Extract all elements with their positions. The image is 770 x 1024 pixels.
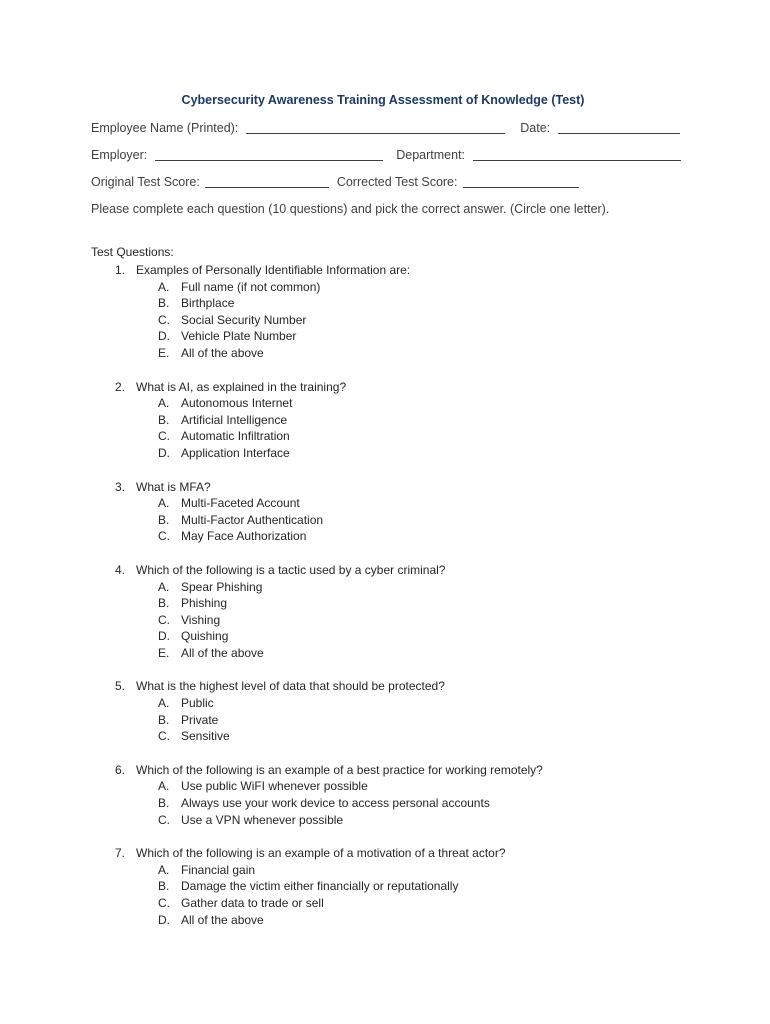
document-title: Cybersecurity Awareness Training Assessment of Knowledge (Test) xyxy=(181,93,585,107)
answer-option[interactable] xyxy=(0,778,770,795)
option-text: Automatic Infiltration xyxy=(181,429,290,444)
option-letter: D. xyxy=(158,445,170,460)
scores-row xyxy=(91,175,579,189)
question-text: Which of the following is a tactic used by a cyber criminal? xyxy=(136,562,446,577)
option-text: Application Interface xyxy=(181,445,290,460)
answer-option[interactable] xyxy=(0,312,770,329)
answer-option[interactable] xyxy=(0,612,770,629)
employer-blank[interactable] xyxy=(155,148,383,161)
option-text: Damage the victim either financially or reputationally xyxy=(181,879,459,894)
answer-option[interactable] xyxy=(0,895,770,912)
option-text: Multi-Factor Authentication xyxy=(181,512,324,527)
answer-option[interactable] xyxy=(0,862,770,879)
option-text: Financial gain xyxy=(181,862,256,877)
option-letter: E. xyxy=(158,345,170,360)
option-text: Gather data to trade or sell xyxy=(181,896,324,910)
department-label: Department: xyxy=(396,148,466,162)
option-letter: A. xyxy=(158,496,170,511)
question-text: Which of the following is an example of a motivation of a threat actor? xyxy=(136,846,506,861)
option-letter: D. xyxy=(158,912,170,927)
option-letter: C. xyxy=(158,312,170,327)
option-text: Social Security Number xyxy=(181,312,307,327)
question-text: Which of the following is an example of a best practice for working remotely? xyxy=(136,762,543,777)
question-item xyxy=(0,678,770,744)
answer-option[interactable] xyxy=(0,912,770,929)
option-text: All of the above xyxy=(181,912,264,927)
answer-option[interactable] xyxy=(0,328,770,345)
question-number: 3. xyxy=(114,479,125,494)
option-text: Birthplace xyxy=(181,296,235,311)
question-number: 1. xyxy=(114,263,125,277)
question-line xyxy=(0,479,770,496)
question-number: 7. xyxy=(114,846,125,861)
answer-option[interactable] xyxy=(0,695,770,712)
employer-department-row xyxy=(91,148,681,162)
question-line xyxy=(0,678,770,695)
option-letter: B. xyxy=(158,412,170,427)
option-text: Vehicle Plate Number xyxy=(181,329,297,344)
employee-name-label: Employee Name (Printed): xyxy=(91,121,239,135)
answer-option[interactable] xyxy=(0,878,770,895)
question-item xyxy=(0,479,770,545)
answer-option[interactable] xyxy=(0,812,770,829)
option-letter: B. xyxy=(158,796,170,811)
answer-option[interactable] xyxy=(0,495,770,512)
option-text: Full name (if not common) xyxy=(181,279,321,294)
option-text: Sensitive xyxy=(181,729,230,744)
question-item xyxy=(0,262,770,362)
question-line xyxy=(0,562,770,579)
question-number: 2. xyxy=(114,379,125,394)
answer-option[interactable] xyxy=(0,512,770,529)
question-text: Examples of Personally Identifiable Information are: xyxy=(136,263,411,277)
option-letter: D. xyxy=(158,629,170,644)
questions-heading: Test Questions: xyxy=(91,245,174,259)
question-text: What is the highest level of data that should be protected? xyxy=(136,679,445,694)
option-letter: B. xyxy=(158,879,170,894)
answer-option[interactable] xyxy=(0,645,770,662)
question-item xyxy=(0,845,770,928)
option-letter: C. xyxy=(158,812,170,827)
answer-option[interactable] xyxy=(0,295,770,312)
answer-option[interactable] xyxy=(0,428,770,445)
question-text: What is AI, as explained in the training? xyxy=(136,379,347,394)
option-letter: C. xyxy=(158,729,170,744)
option-text: Autonomous Internet xyxy=(181,396,293,411)
option-letter: C. xyxy=(158,896,170,910)
option-letter: B. xyxy=(158,596,170,611)
option-letter: A. xyxy=(158,396,170,411)
original-score-blank[interactable] xyxy=(205,175,329,188)
answer-option[interactable] xyxy=(0,395,770,412)
option-text: Spear Phishing xyxy=(181,579,263,594)
question-number: 6. xyxy=(114,762,125,777)
option-letter: E. xyxy=(158,645,170,660)
question-list xyxy=(0,262,770,945)
option-text: Phishing xyxy=(181,596,228,611)
question-item xyxy=(0,762,770,828)
option-letter: B. xyxy=(158,296,170,311)
option-text: Use a VPN whenever possible xyxy=(181,812,344,827)
option-letter: D. xyxy=(158,329,170,344)
question-item xyxy=(0,562,770,662)
question-number: 4. xyxy=(114,562,125,577)
employee-date-row xyxy=(91,121,680,135)
option-text: Always use your work device to access personal accounts xyxy=(181,796,490,811)
question-item xyxy=(0,379,770,462)
question-line xyxy=(0,845,770,862)
answer-option[interactable] xyxy=(0,345,770,362)
option-letter: B. xyxy=(158,512,170,527)
question-number: 5. xyxy=(114,679,125,694)
date-blank[interactable] xyxy=(558,121,680,134)
question-line xyxy=(0,379,770,396)
option-letter: C. xyxy=(158,529,170,544)
option-letter: A. xyxy=(158,279,170,294)
option-text: Multi-Faceted Account xyxy=(181,496,300,511)
answer-option[interactable] xyxy=(0,728,770,745)
option-letter: A. xyxy=(158,862,170,877)
option-text: Vishing xyxy=(181,612,221,627)
option-text: Quishing xyxy=(181,629,229,644)
option-text: All of the above xyxy=(181,645,264,660)
option-text: Artificial Intelligence xyxy=(181,412,288,427)
instructions: Please complete each question (10 questions) and pick the correct answer. (Circle one letter). xyxy=(91,202,610,216)
option-text: May Face Authorization xyxy=(181,529,307,544)
option-text: Use public WiFI whenever possible xyxy=(181,779,368,794)
answer-option[interactable] xyxy=(0,712,770,729)
question-text: What is MFA? xyxy=(136,479,211,494)
answer-option[interactable] xyxy=(0,795,770,812)
date-label: Date: xyxy=(520,121,551,135)
answer-option[interactable] xyxy=(0,412,770,429)
option-letter: A. xyxy=(158,696,170,711)
corrected-score-label: Corrected Test Score: xyxy=(336,175,458,189)
option-letter: C. xyxy=(158,429,170,444)
original-score-label: Original Test Score: xyxy=(91,175,200,189)
option-letter: A. xyxy=(158,579,170,594)
answer-option[interactable] xyxy=(0,595,770,612)
option-letter: C. xyxy=(158,612,170,627)
question-line xyxy=(0,262,770,279)
department-blank[interactable] xyxy=(473,148,681,161)
answer-option[interactable] xyxy=(0,628,770,645)
employer-label: Employer: xyxy=(91,148,148,162)
answer-option[interactable] xyxy=(0,579,770,596)
answer-option[interactable] xyxy=(0,528,770,545)
answer-option[interactable] xyxy=(0,279,770,296)
option-letter: A. xyxy=(158,779,170,794)
question-line xyxy=(0,762,770,779)
employee-name-blank[interactable] xyxy=(246,121,505,134)
answer-option[interactable] xyxy=(0,445,770,462)
option-letter: B. xyxy=(158,712,170,727)
option-text: Private xyxy=(181,712,219,727)
option-text: All of the above xyxy=(181,345,264,360)
option-text: Public xyxy=(181,696,214,711)
corrected-score-blank[interactable] xyxy=(463,175,579,188)
